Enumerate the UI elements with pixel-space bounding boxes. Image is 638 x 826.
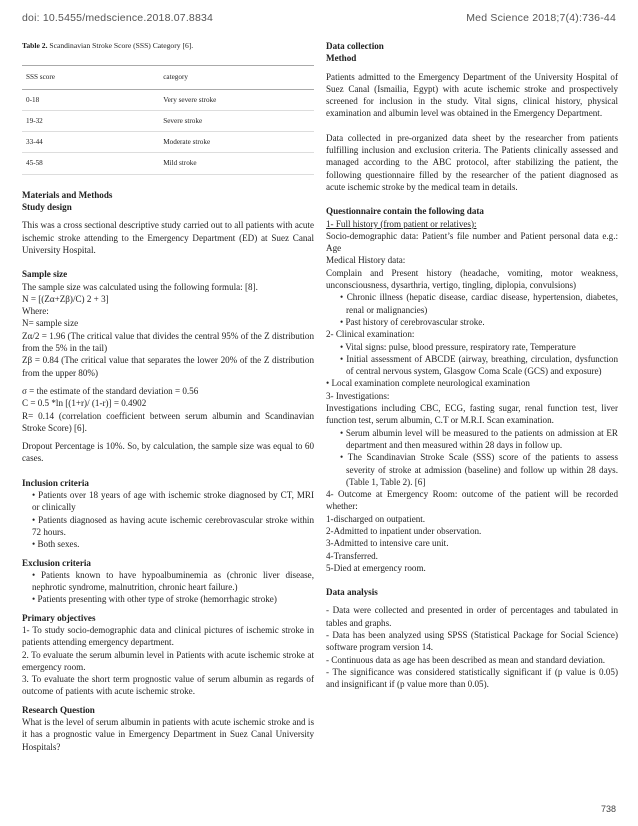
sample-line: The sample size was calculated using the following formula: [8].: [22, 281, 258, 292]
sample-line: Zβ = 0.84 (The critical value that separates the lower 20% of the Z distribution from the upper 80%): [22, 355, 314, 378]
method-paragraph: Data collected in pre-organized data sheet by the researcher from patients fulfilling inclusion and exclusion criteria. The Patients clinically assessed and managed according to the ABC protocol, after stabilizing the patient, the following questionnaire filled by the researcher of the patient diagnosed as acute ischemic stroke by the medical team in details.: [326, 132, 618, 192]
outcome-item: 2-Admitted to inpatient under observation.: [326, 525, 482, 536]
data-analysis-line: - The significance was considered statistically significant if (p value is 0.05) and insignificant if (p value more than 0.05).: [326, 666, 618, 690]
history-line: Complain and Present history (headache, vomiting, motor weakness, unconsciousness, dysarthria, vertigo, tingling, diplopia, convulsions): [326, 267, 618, 291]
sigma-line: σ = the estimate of the standard deviation = 0.56: [22, 385, 199, 396]
inclusion-item: • Patients over 18 years of age with ischemic stroke diagnosed by CT, MRI or clinically: [32, 490, 314, 513]
sample-line: Where:: [22, 306, 49, 317]
investigations-text: Investigations including CBC, ECG, fasting sugar, renal function test, liver function test, serum albumin, C.T or M.R.I. Scan examination.: [326, 403, 618, 426]
table-cell-category: Mild stroke: [159, 153, 314, 174]
exclusion-item: • Patients presenting with other type of stroke (hemorrhagic stroke): [32, 594, 277, 605]
table-header-score: SSS score: [22, 66, 159, 89]
materials-methods-heading: Materials and Methods: [22, 189, 113, 200]
history-line: Medical History data:: [326, 255, 406, 266]
outcome-line: 4- Outcome at Emergency Room: outcome of the patient will be recorded whether:: [326, 489, 618, 512]
data-analysis-line: - Data were collected and presented in order of percentages and tabulated in tables and graphs.: [326, 605, 618, 628]
sss-category-table: [22, 65, 314, 174]
table-cell-score: 0-18: [22, 89, 159, 110]
table-row: [22, 89, 314, 110]
sigma-line: C = 0.5 *ln [(1+r)/ (1-r)] = 0.4902: [22, 398, 147, 409]
inclusion-item: • Both sexes.: [32, 539, 80, 550]
research-question-text: What is the level of serum albumin in patients with acute ischemic stroke and is it has a prognostic value in Emergency Department in Suez Canal University Hospitals?: [22, 717, 314, 752]
table-cell-category: Severe stroke: [159, 110, 314, 131]
table-cell-score: 33-44: [22, 132, 159, 153]
table-cell-score: 45-58: [22, 153, 159, 174]
research-question-heading: Research Question: [22, 704, 95, 715]
table-caption-text: Scandinavian Stroke Score (SSS) Category [6].: [47, 41, 194, 50]
sigma-line: R= 0.14 (correlation coefficient between serum albumin and Scandinavian Stroke Score) [6].: [22, 410, 314, 433]
objective-item: 2. To evaluate the serum albumin level in Patients with acute ischemic stroke at emergency room.: [22, 649, 314, 672]
sample-size-heading: Sample size: [22, 269, 68, 280]
exclusion-heading: Exclusion criteria: [22, 557, 91, 568]
method-paragraph: Patients admitted to the Emergency Department of the University Hospital of Suez Canal (Ismailia, Egypt) with acute ischemic stroke and prospectively screened for inclusion in the study. Vital signs, clinical history, physical examination and albumin level was obtained in the Emergency Department.: [326, 71, 618, 119]
outcome-item: 5-Died at emergency room.: [326, 562, 426, 573]
clinical-bullet: • Vital signs: pulse, blood pressure, respiratory rate, Temperature: [340, 341, 576, 352]
table-cell-category: Very severe stroke: [159, 89, 314, 110]
questionnaire-heading: Questionnaire contain the following data: [326, 206, 484, 217]
investigation-bullet: • Serum albumin level will be measured to the patients on admission at ER department and then measured within 28 days in follow up.: [340, 427, 618, 450]
page-header: [22, 12, 616, 24]
table-row: [22, 110, 314, 131]
dropout-text: Dropout Percentage is 10%. So, by calculation, the sample size was equal to 60 cases.: [22, 441, 314, 464]
sample-line: N= sample size: [22, 318, 79, 329]
clinical-bullet: • Initial assessment of ABCDE (airway, breathing, circulation, dysfunction of central nervous system, Glasgow Coma Scale (GCS) and exposure): [340, 353, 618, 377]
page-number: 738: [600, 804, 616, 814]
right-column: [326, 40, 618, 691]
objectives-heading: Primary objectives: [22, 612, 96, 623]
data-analysis-heading: Data analysis: [326, 587, 378, 598]
table-caption-label: Table 2.: [22, 41, 48, 50]
outcome-item: 4-Transferred.: [326, 550, 378, 561]
history-subheading: 1- Full history (from patient or relatives):: [326, 218, 477, 229]
table-cell-score: 19-32: [22, 110, 159, 131]
investigation-bullet: • The Scandinavian Stroke Scale (SSS) score of the patients to assess severity of stroke at admission (baseline) and follow up within 28 days. (Table 1, Table 2). [6]: [340, 452, 618, 487]
history-line: Socio-demographic data: Patient’s file number and Patient personal data e.g.: Age: [326, 230, 618, 254]
sample-line: Zα/2 = 1.96 (The critical value that divides the central 95% of the Z distribution from the 5% in the tail): [22, 330, 314, 354]
left-column: [22, 40, 314, 753]
method-heading: Method: [326, 53, 357, 64]
inclusion-heading: Inclusion criteria: [22, 477, 89, 488]
table-header-category: category: [159, 66, 314, 89]
outcome-item: 1-discharged on outpatient.: [326, 513, 426, 524]
clinical-exam-subheading: 2- Clinical examination:: [326, 329, 415, 340]
data-collection-heading: Data collection: [326, 41, 384, 51]
table-header-row: [22, 66, 314, 89]
inclusion-item: • Patients diagnosed as having acute ischemic cerebrovascular stroke within 72 hours.: [32, 514, 314, 537]
data-analysis-line: - Continuous data as age has been described as mean and standard deviation.: [326, 654, 606, 665]
sample-line: N = [(Zα+Zβ)/C) 2 + 3]: [22, 293, 109, 304]
outcome-item: 3-Admitted to intensive care unit.: [326, 538, 449, 549]
exclusion-item: • Patients known to have hypoalbuminemia as (chronic liver disease, nephrotic syndrome, malnutrition, chronic heart failure.): [32, 569, 314, 593]
journal-citation: Med Science 2018;7(4):736-44: [466, 12, 616, 24]
data-analysis-line: - Data has been analyzed using SPSS (Statistical Package for Social Science) software program version 14.: [326, 630, 618, 653]
local-exam-line: • Local examination complete neurological examination: [326, 378, 530, 389]
objective-item: 1- To study socio-demographic data and clinical pictures of ischemic stroke in patients attending emergency department.: [22, 624, 314, 648]
doi-text: doi: 10.5455/medscience.2018.07.8834: [22, 12, 214, 24]
investigations-subheading: 3- Investigations:: [326, 390, 390, 401]
study-design-heading: Study design: [22, 202, 72, 213]
table-cell-category: Moderate stroke: [159, 132, 314, 153]
table-caption: [22, 40, 314, 52]
history-bullet: • Past history of cerebrovascular stroke.: [340, 316, 485, 327]
objective-item: 3. To evaluate the short term prognostic value of serum albumin as regards of outcome of patients with acute ischemic stroke.: [22, 674, 314, 697]
study-design-text: This was a cross sectional descriptive study carried out to all patients with acute ischemic stroke attending to the Emergency Department (ED) at Suez Canal University Hospital.: [22, 220, 314, 255]
table-row: [22, 132, 314, 153]
history-bullet: • Chronic illness (hepatic disease, cardiac disease, hypertension, diabetes, renal or malignancies): [340, 292, 618, 315]
table-row: [22, 153, 314, 174]
